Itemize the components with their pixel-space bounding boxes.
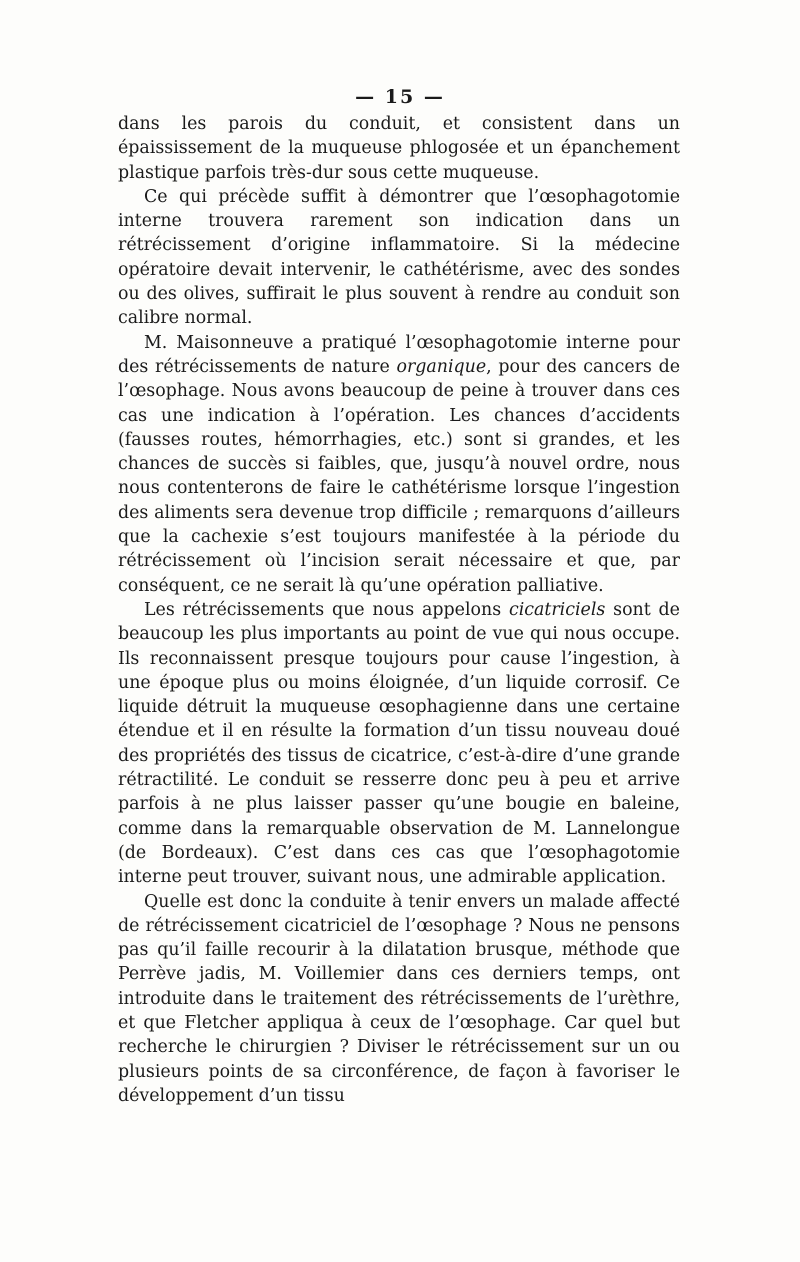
italic-term: cicatriciels [508, 599, 606, 620]
page-number: — 15 — [355, 86, 445, 108]
paragraph-text: M. Maisonneuve a pratiqué l’œsophagotomie interne pour des rétrécissements de nature [118, 332, 680, 377]
paragraph-text: Les rétrécissements que nous appelons [144, 599, 509, 620]
body-text [118, 112, 680, 1108]
paragraph: Quelle est donc la conduite à tenir envers un malade affecté de rétrécissement cicatriciel de l’œsophage ? Nous ne pensons pas qu’il faille recourir à la dilatation brusque, méthode que Perrève jadis, M. Voillemier dans ces derniers temps, ont introduite dans le traitement des rétrécissements de l’urèthre, et que Fletcher appliqua à ceux de l’œsophage. Car quel but recherche le chirurgien ? Diviser le rétrécissement sur un ou plusieurs points de sa circonférence, de façon à favoriser le développement d’un tissu [118, 891, 680, 1106]
paragraph [118, 598, 680, 890]
paragraph-text: sont de beaucoup les plus importants au point de vue qui nous occupe. Ils reconnaissent presque toujours pour cause l’ingestion, à une époque plus ou moins éloignée, d’un liquide corrosif. Ce liquide détruit la muqueuse œsophagienne dans une certaine étendue et il en résulte la formation d’un tissu nouveau doué des propriétés des tissus de cicatrice, c’est-à-dire d’une grande rétractilité. Le conduit se resserre donc peu à peu et arrive parfois à ne plus laisser passer qu’une bougie en baleine, comme dans la remarquable observation de M. Lannelongue (de Bordeaux). C’est dans ces cas que l’œsophagotomie interne peut trouver, suivant nous, une admirable application. [118, 599, 680, 888]
paragraph-continuation: dans les parois du conduit, et consistent dans un épaississement de la muqueuse phlogosée et un épanchement plastique parfois très-dur sous cette muqueuse. [118, 114, 680, 183]
paragraph: Ce qui précède suffit à démontrer que l’œsophagotomie interne trouvera rarement son indication dans un rétrécissement d’origine inflammatoire. Si la médecine opératoire devait intervenir, le cathétérisme, avec des sondes ou des olives, suffirait le plus souvent à rendre au conduit son calibre normal. [118, 186, 680, 329]
paragraph [118, 331, 680, 598]
paragraph-text: , pour des cancers de l’œsophage. Nous avons beaucoup de peine à trouver dans ces cas une indication à l’opération. Les chances d’accidents (fausses routes, hémorrhagies, etc.) sont si grandes, et les chances de succès si faibles, que, jusqu’à nouvel ordre, nous nous contenterons de faire le cathétérisme lorsque l’ingestion des aliments sera devenue trop difficile ; remarquons d’ailleurs que la cachexie s’est toujours manifestée à la période du rétrécissement où l’incision serait nécessaire et que, par conséquent, ce ne serait là qu’une opération palliative. [118, 356, 680, 596]
italic-term: organique [396, 356, 487, 377]
